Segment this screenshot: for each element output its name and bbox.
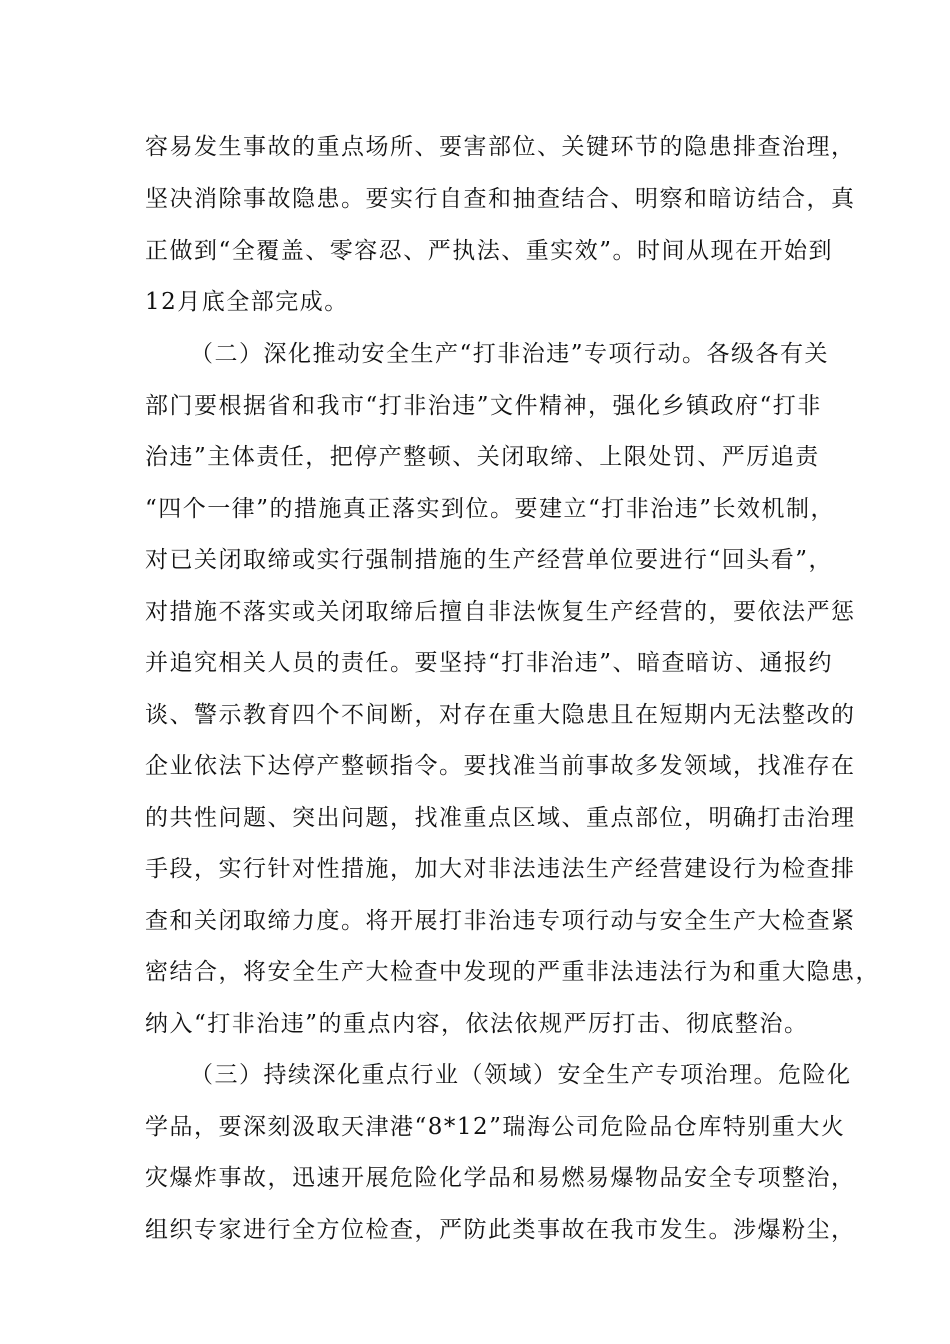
text-line: 容易发生事故的重点场所、要害部位、关键环节的隐患排查治理， — [145, 134, 856, 160]
text-line: 正做到“全覆盖、零容忍、严执法、重实效”。时间从现在开始到 — [145, 238, 834, 264]
paragraph-start-line: （三）持续深化重点行业（领域）安全生产专项治理。危险化 — [190, 1062, 852, 1088]
text-line: 并追究相关人员的责任。要坚持“打非治违”、暗查暗访、通报约 — [145, 650, 834, 676]
text-line: 治违”主体责任，把停产整顿、关闭取缔、上限处罚、严厉追责 — [145, 444, 820, 470]
text-line: 坚决消除事故隐患。要实行自查和抽查结合、明察和暗访结合，真 — [145, 186, 856, 212]
text-line: 纳入“打非治违”的重点内容，依法依规严厉打击、彻底整治。 — [145, 1011, 809, 1037]
text-line: 谈、警示教育四个不间断，对存在重大隐患且在短期内无法整改的 — [145, 702, 856, 728]
text-line: 查和关闭取缔力度。将开展打非治违专项行动与安全生产大检查紧 — [145, 908, 856, 934]
text-line: 部门要根据省和我市“打非治违”文件精神，强化乡镇政府“打非 — [145, 393, 822, 419]
text-line: 手段，实行针对性措施，加大对非法违法生产经营建设行为检查排 — [145, 856, 856, 882]
text-line: 对措施不落实或关闭取缔后擅自非法恢复生产经营的，要依法严惩 — [145, 599, 856, 625]
text-line: 的共性问题、突出问题，找准重点区域、重点部位，明确打击治理 — [145, 805, 856, 831]
text-line: 组织专家进行全方位检查，严防此类事故在我市发生。涉爆粉尘， — [145, 1217, 856, 1243]
text-line: 灾爆炸事故，迅速开展危险化学品和易燃易爆物品安全专项整治， — [145, 1165, 856, 1191]
paragraph-start-line: （二）深化推动安全生产“打非治违”专项行动。各级各有关 — [190, 341, 830, 367]
text-line: 密结合，将安全生产大检查中发现的严重非法违法行为和重大隐患， — [145, 959, 880, 985]
text-line: 企业依法下达停产整顿指令。要找准当前事故多发领域，找准存在 — [145, 753, 856, 779]
text-line: “四个一律”的措施真正落实到位。要建立“打非治违”长效机制， — [145, 496, 836, 522]
text-line: 学品，要深刻汲取天津港“8*12”瑞海公司危险品仓库特别重大火 — [145, 1114, 846, 1140]
text-line: 对已关闭取缔或实行强制措施的生产经营单位要进行“回头看”， — [145, 547, 834, 573]
text-line: 12月底全部完成。 — [145, 289, 349, 315]
